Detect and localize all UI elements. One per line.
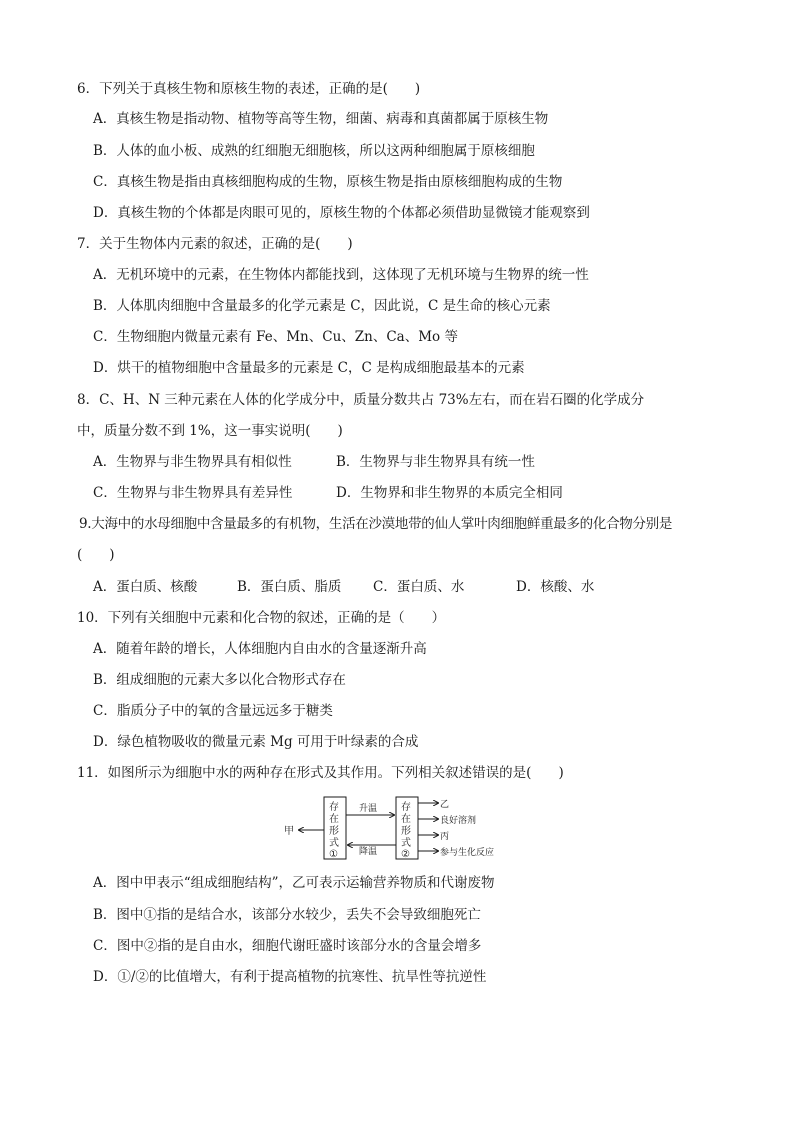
output-solvent: 良好溶剂 xyxy=(440,816,477,826)
question-10-option-d: D．绿色植物吸收的微量元素 Mg 可用于叶绿素的合成 xyxy=(93,734,419,750)
question-8-option-a: A．生物界与非生物界具有相似性 xyxy=(93,454,292,470)
question-7-option-d: D．烘干的植物细胞中含量最多的元素是 C，C 是构成细胞最基本的元素 xyxy=(93,360,525,376)
question-7-option-b: B．人体肌肉细胞中含量最多的化学元素是 C，因此说，C 是生命的核心元素 xyxy=(93,298,551,314)
question-6-option-d: D．真核生物的个体都是肉眼可见的，原核生物的个体都必须借助显微镜才能观察到 xyxy=(93,205,590,221)
question-8-stem-line-2: 中，质量分数不到 1%，这一事实说明( ) xyxy=(77,423,343,439)
box2-char-1: 在 xyxy=(401,814,411,825)
label-jia: 甲 xyxy=(284,826,294,837)
box1-char-1: 在 xyxy=(329,814,339,825)
question-8-option-c: C．生物界与非生物界具有差异性 xyxy=(93,485,293,501)
question-8-stem-line-1: 8．C、H、N 三种元素在人体的化学成分中，质量分数共占 73%左右，而在岩石圈的化学成分 xyxy=(77,392,645,408)
box2-char-2: 形 xyxy=(401,826,411,837)
question-11-option-a: A．图中甲表示“组成细胞结构”，乙可表示运输营养物质和代谢废物 xyxy=(93,875,495,891)
question-10-stem: 10．下列有关细胞中元素和化合物的叙述，正确的是（ ） xyxy=(77,610,446,626)
box2-char-3: 式 xyxy=(401,838,411,849)
question-11-option-d: D．①/②的比值增大，有利于提高植物的抗寒性、抗旱性等抗逆性 xyxy=(93,969,487,985)
box2-char-4: ② xyxy=(401,849,410,860)
question-9-option-b: B．蛋白质、脂质 xyxy=(237,579,342,595)
output-bing: 丙 xyxy=(440,832,450,842)
question-7-option-a: A．无机环境中的元素，在生物体内都能找到，这体现了无机环境与生物界的统一性 xyxy=(93,267,589,283)
question-9-option-c: C．蛋白质、水 xyxy=(373,579,465,595)
question-7-stem: 7．关于生物体内元素的叙述，正确的是( ) xyxy=(77,236,353,252)
question-9-stem-line-2: ( ) xyxy=(77,547,115,563)
question-7-option-c: C．生物细胞内微量元素有 Fe、Mn、Cu、Zn、Ca、Mo 等 xyxy=(93,329,458,345)
question-11-option-c: C．图中②指的是自由水，细胞代谢旺盛时该部分水的含量会增多 xyxy=(93,938,482,954)
box1-char-3: 式 xyxy=(329,838,339,849)
water-forms-diagram xyxy=(284,795,524,863)
question-11-stem: 11．如图所示为细胞中水的两种存在形式及其作用。下列相关叙述错误的是( ) xyxy=(77,765,564,781)
box1-char-4: ① xyxy=(329,849,338,860)
label-heat: 升温 xyxy=(359,804,378,814)
question-11-option-b: B．图中①指的是结合水，该部分水较少，丢失不会导致细胞死亡 xyxy=(93,907,481,923)
question-6-stem: 6．下列关于真核生物和原核生物的表述，正确的是( ) xyxy=(77,81,421,97)
box2-char-0: 存 xyxy=(401,802,411,813)
question-8-option-d: D．生物界和非生物界的本质完全相同 xyxy=(336,485,563,501)
question-10-option-a: A．随着年龄的增长，人体细胞内自由水的含量逐渐升高 xyxy=(93,641,427,657)
box1-char-0: 存 xyxy=(329,802,339,813)
question-6-option-b: B．人体的血小板、成熟的红细胞无细胞核，所以这两种细胞属于原核细胞 xyxy=(93,143,535,159)
label-cool: 降温 xyxy=(359,847,378,857)
output-yi: 乙 xyxy=(440,800,450,810)
output-reaction: 参与生化反应 xyxy=(440,848,495,858)
question-8-option-b: B．生物界与非生物界具有统一性 xyxy=(336,454,535,470)
question-10-option-c: C．脂质分子中的氧的含量远远多于糖类 xyxy=(93,703,333,719)
question-9-stem-line-1: 9.大海中的水母细胞中含量最多的有机物，生活在沙漠地带的仙人掌叶肉细胞鲜重最多的化合物分别是 xyxy=(79,516,673,532)
question-6-option-c: C．真核生物是指由真核细胞构成的生物，原核生物是指由原核细胞构成的生物 xyxy=(93,174,563,190)
question-9-option-a: A．蛋白质、核酸 xyxy=(93,579,198,595)
question-6-option-a: A．真核生物是指动物、植物等高等生物，细菌、病毒和真菌都属于原核生物 xyxy=(93,111,549,127)
box1-char-2: 形 xyxy=(329,826,339,837)
question-10-option-b: B．组成细胞的元素大多以化合物形式存在 xyxy=(93,672,346,688)
question-9-option-d: D．核酸、水 xyxy=(516,579,595,595)
